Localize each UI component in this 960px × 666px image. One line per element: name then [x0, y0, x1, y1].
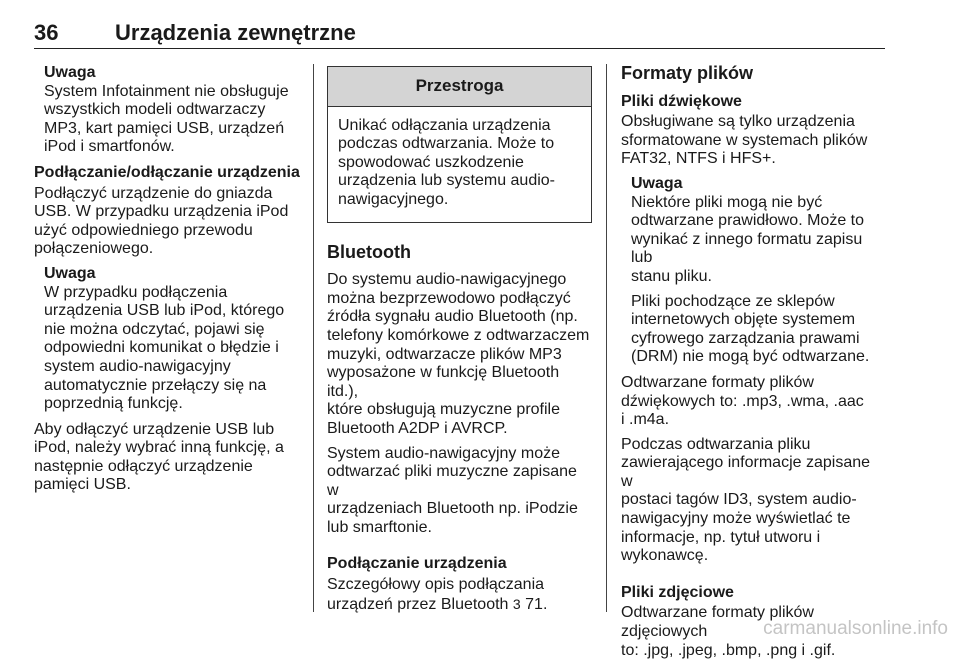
column-left	[34, 64, 302, 501]
note-body: W przypadku podłączenia urządzenia USB lub iPod, którego nie można odczytać, pojawi się odpowiedni komunikat o błędzie i system audio-nawigacyjny automatycznie przełączy się na poprzednią funkcję.	[44, 283, 285, 413]
column-right	[621, 64, 886, 666]
page-header	[34, 20, 885, 49]
paragraph: Aby odłączyć urządzenie USB lub iPod, należy wybrać inną funkcję, a następnie odłączyć urządzenie pamięci USB.	[34, 420, 284, 494]
page-title: Urządzenia zewnętrzne	[115, 20, 356, 45]
page-reference-arrow-icon[interactable]: 3	[512, 595, 521, 612]
note-title: Uwaga	[631, 174, 683, 192]
paragraph: Obsługiwane są tylko urządzenia sformatowane w systemach plików FAT32, NTFS i HFS+.	[621, 113, 868, 168]
column-divider	[313, 64, 314, 612]
section-heading: Bluetooth	[327, 241, 411, 262]
column-divider	[606, 64, 607, 612]
paragraph: Odtwarzane formaty plików dźwiękowych to: .mp3, .wma, .aac i .m4a.	[621, 373, 864, 429]
caution-box	[327, 66, 592, 223]
watermark: carmanualsonline.info	[763, 618, 948, 639]
page-reference[interactable]: 71.	[525, 595, 548, 613]
paragraph: Do systemu audio-nawigacyjnego można bezprzewodowo podłączyć źródła sygnału audio Bluetooth (np. telefony komórkowe z odtwarzaczem muzyki, odtwarzacze plików MP3 wyposażone w funkcję Bluetooth itd.), które obsługują muzyczne profile Bluetooth A2DP i AVRCP.	[327, 271, 590, 437]
section-subheading: Podłączanie urządzenia	[327, 555, 507, 573]
page-number: 36	[34, 20, 59, 45]
paragraph-with-reference	[327, 576, 592, 614]
caution-title: Przestroga	[328, 67, 591, 107]
section-subheading: Pliki zdjęciowe	[621, 583, 734, 601]
section-subheading: Pliki dźwiękowe	[621, 92, 742, 110]
note-body: Pliki pochodzące ze sklepów internetowych objęte systemem cyfrowego zarządzania prawami (DRM) nie mogą być odtwarzane.	[631, 292, 870, 366]
note-box	[621, 175, 886, 367]
paragraph: Podłączyć urządzenie do gniazda USB. W przypadku urządzenia iPod użyć odpowiedniego przewodu połączeniowego.	[34, 184, 289, 258]
note-box	[34, 64, 302, 157]
paragraph: Odtwarzane formaty plików zdjęciowych to: .jpg, .jpeg, .bmp, .png i .gif.	[621, 604, 836, 659]
paragraph: System audio-nawigacyjny może odtwarzać pliki muzyczne zapisane w urządzeniach Bluetooth np. iPodzie lub smarftonie.	[327, 444, 578, 536]
section-subheading: Podłączanie/odłączanie urządzenia	[34, 163, 300, 181]
note-body: Niektóre pliki mogą nie być odtwarzane prawidłowo. Może to wynikać z innego formatu zapisu lub stanu pliku.	[631, 193, 865, 285]
note-box	[34, 265, 302, 414]
caution-body: Unikać odłączania urządzenia podczas odtwarzania. Może to spowodować uszkodzenie urządzenia lub systemu audio- nawigacyjnego.	[338, 116, 556, 208]
note-title: Uwaga	[44, 64, 96, 81]
paragraph-text: Szczegółowy opis podłączania urządzeń przez Bluetooth	[327, 576, 545, 613]
section-heading: Formaty plików	[621, 63, 754, 83]
note-title: Uwaga	[44, 264, 96, 282]
note-body: System Infotainment nie obsługuje wszystkich modeli odtwarzaczy MP3, kart pamięci USB, urządzeń iPod i smartfonów.	[44, 82, 289, 156]
column-middle	[327, 64, 592, 620]
paragraph: Podczas odtwarzania pliku zawierającego informacje zapisane w postaci tagów ID3, system audio- nawigacyjny może wyświetlać te informacje, np. tytuł utworu i wykonawcę.	[621, 435, 871, 565]
